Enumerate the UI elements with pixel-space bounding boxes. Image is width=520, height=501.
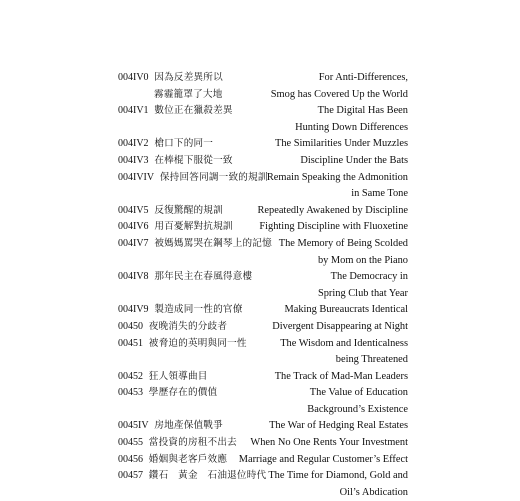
toc-english-title: Spring Club that Year <box>317 287 408 299</box>
toc-chinese-text: 房地產保值戰爭 <box>154 420 223 432</box>
toc-chinese-text: 數位正在獵殺差異 <box>154 105 233 117</box>
toc-chinese-text: 鑽石 黃金 石油退位時代 <box>148 470 267 482</box>
toc-line <box>118 485 408 501</box>
toc-code: 004IV5 <box>118 204 149 216</box>
toc-chinese-title <box>118 136 213 153</box>
toc-line <box>118 402 408 419</box>
toc-chinese-text: 當投資的房租不出去 <box>148 437 237 449</box>
toc-entry <box>118 452 408 469</box>
toc-chinese-text: 用百憂解對抗規訓 <box>154 221 233 233</box>
toc-entry <box>118 418 408 435</box>
toc-chinese-title <box>118 203 223 220</box>
toc-english-title: Discipline Under the Bats <box>300 154 408 166</box>
toc-english-title: When No One Rents Your Investment <box>250 437 408 449</box>
toc-english-title: Divergent Disappearing at Night <box>272 320 408 332</box>
toc-entry <box>118 136 408 153</box>
toc-code: 00451 <box>118 337 143 349</box>
toc-entry <box>118 319 408 336</box>
toc-chinese-title <box>118 103 233 120</box>
toc-chinese-text: 霧霾籠罩了大地 <box>154 88 223 100</box>
toc-english-title: Repeatedly Awakened by Discipline <box>257 204 408 216</box>
toc-chinese-text: 因為反差異所以 <box>154 72 223 83</box>
toc-chinese-title <box>118 319 227 336</box>
toc-entry <box>118 70 408 103</box>
toc-line <box>118 269 408 286</box>
toc-english-title: The Memory of Being Scolded <box>278 237 408 249</box>
toc-chinese-text: 那年民主在春風得意樓 <box>154 271 253 283</box>
toc-entry <box>118 269 408 302</box>
toc-code: 00456 <box>118 453 143 465</box>
toc-code: 004IV9 <box>118 304 149 316</box>
toc-line <box>118 186 408 203</box>
toc-line <box>118 468 408 485</box>
toc-line <box>118 286 408 303</box>
toc-english-title: The Value of Education <box>309 387 408 399</box>
toc-code: 00453 <box>118 387 143 399</box>
toc-chinese-title <box>118 170 268 187</box>
toc-english-title: The Similarities Under Muzzles <box>274 138 408 150</box>
toc-entry <box>118 385 408 418</box>
toc-entry <box>118 336 408 369</box>
toc-line <box>118 203 408 220</box>
toc-line <box>118 319 408 336</box>
toc-english-title: Background’s Existence <box>307 403 408 415</box>
table-of-contents <box>118 70 408 501</box>
toc-entry <box>118 153 408 170</box>
toc-line <box>118 136 408 153</box>
toc-entry <box>118 369 408 386</box>
toc-entry <box>118 219 408 236</box>
toc-chinese-title <box>118 302 243 319</box>
toc-line <box>118 418 408 435</box>
toc-english-title: The Track of Mad-Man Leaders <box>274 370 408 382</box>
toc-english-title: in Same Tone <box>351 188 408 200</box>
toc-chinese-text: 學歷存在的價值 <box>148 387 218 399</box>
toc-english-title: The Democracy in <box>330 271 408 283</box>
toc-code: 004IV2 <box>118 138 149 150</box>
toc-english-title: Fighting Discipline with Fluoxetine <box>259 221 408 233</box>
toc-chinese-title <box>118 435 237 452</box>
toc-code: 0045IV <box>118 420 149 432</box>
toc-english-title: Marriage and Regular Customer’s Effect <box>238 453 408 465</box>
toc-chinese-title <box>118 418 223 435</box>
toc-line <box>118 236 408 253</box>
toc-english-title: The Digital Has Been <box>317 105 408 117</box>
toc-english-title: Oil’s Abdication <box>339 486 408 498</box>
toc-entry <box>118 203 408 220</box>
toc-line <box>118 385 408 402</box>
toc-chinese-title <box>118 336 247 353</box>
toc-english-title: The War of Hedging Real Estates <box>269 420 408 432</box>
toc-english-title: being Threatened <box>335 354 408 366</box>
toc-english-title: The Time for Diamond, Gold and <box>268 470 408 482</box>
toc-code: 004IV1 <box>118 105 149 117</box>
toc-line <box>118 219 408 236</box>
toc-line <box>118 153 408 170</box>
toc-line <box>118 103 408 120</box>
toc-entry <box>118 435 408 452</box>
toc-line <box>118 369 408 386</box>
toc-entry <box>118 103 408 136</box>
toc-chinese-text: 槍口下的同一 <box>154 138 214 150</box>
toc-line <box>118 253 408 270</box>
toc-english-title: Smog has Covered Up the World <box>270 88 408 100</box>
toc-chinese-title <box>118 452 227 469</box>
toc-english-title: Hunting Down Differences <box>295 121 408 133</box>
toc-english-title: The Wisdom and Identicalness <box>280 337 408 349</box>
toc-code: 004IV3 <box>118 154 149 166</box>
toc-line <box>118 336 408 353</box>
toc-line <box>118 435 408 452</box>
toc-chinese-text: 狂人領導曲目 <box>148 370 208 382</box>
toc-chinese-text: 被脅迫的英明與同一性 <box>148 337 247 349</box>
toc-chinese-title <box>118 468 266 485</box>
toc-entry <box>118 302 408 319</box>
toc-chinese-text: 反復驚醒的規訓 <box>154 204 223 216</box>
toc-chinese-title <box>118 236 272 253</box>
toc-code: 00452 <box>118 370 143 382</box>
toc-line <box>118 87 408 104</box>
toc-code: 00450 <box>118 320 143 332</box>
toc-english-title: Remain Speaking the Admonition <box>266 171 408 183</box>
toc-chinese-title <box>118 70 223 87</box>
toc-line <box>118 452 408 469</box>
toc-chinese-text: 保持回答同調一致的規訓 <box>159 171 268 183</box>
toc-chinese-text: 被媽媽罵哭在鋼琴上的記憶 <box>154 237 272 249</box>
toc-chinese-title <box>118 219 233 236</box>
toc-line <box>118 170 408 187</box>
toc-entry <box>118 170 408 203</box>
toc-english-title: For Anti-Differences, <box>318 72 408 83</box>
toc-line <box>118 302 408 319</box>
toc-chinese-text: 婚姻與老客戶效應 <box>148 453 228 465</box>
toc-chinese-text: 在棒棍下服從一致 <box>154 154 233 166</box>
toc-chinese-title <box>118 87 223 104</box>
toc-chinese-title <box>118 369 208 386</box>
toc-chinese-title <box>118 153 233 170</box>
toc-chinese-title <box>118 269 252 286</box>
toc-entry <box>118 468 408 501</box>
toc-code: 004IVIV <box>118 171 155 183</box>
toc-english-title: Making Bureaucrats Identical <box>284 304 408 316</box>
toc-code: 004IV6 <box>118 221 149 233</box>
toc-code: 004IV7 <box>118 237 149 249</box>
toc-line <box>118 120 408 137</box>
toc-code: 00457 <box>118 470 143 482</box>
toc-chinese-text: 製造成同一性的官僚 <box>154 304 243 316</box>
toc-line <box>118 352 408 369</box>
toc-code: 004IV8 <box>118 271 149 283</box>
toc-chinese-title <box>118 385 217 402</box>
toc-entry <box>118 236 408 269</box>
toc-code: 00455 <box>118 437 143 449</box>
toc-code: 004IV0 <box>118 72 149 83</box>
toc-english-title: by Mom on the Piano <box>317 254 408 266</box>
toc-chinese-text: 夜晚消失的分歧者 <box>148 320 228 332</box>
toc-line <box>118 70 408 87</box>
